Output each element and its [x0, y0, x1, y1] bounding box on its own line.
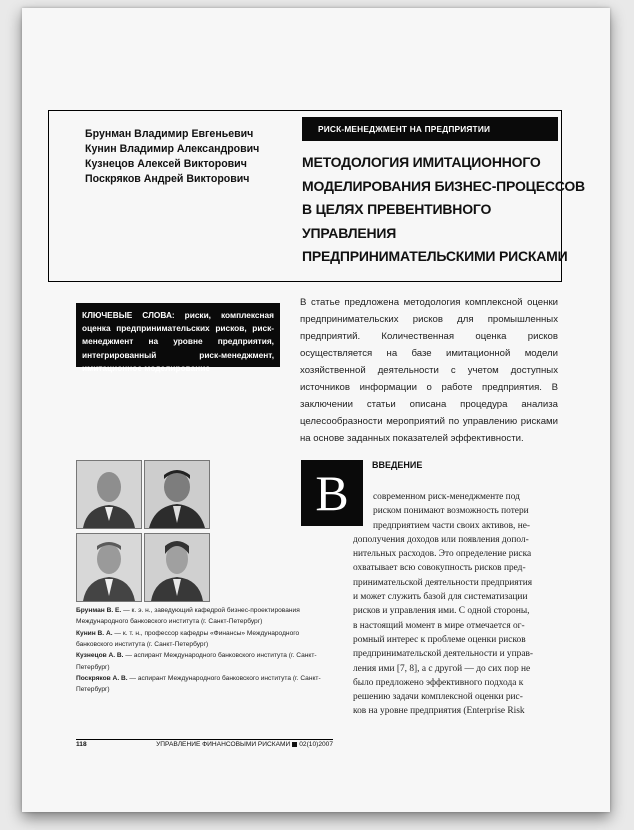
body-line: риском понимают возможность потери [373, 506, 529, 517]
author-name: Поскряков Андрей Викторович [85, 173, 250, 185]
article-title [302, 151, 585, 269]
section-rubric: РИСК-МЕНЕДЖМЕНТ НА ПРЕДПРИЯТИИ [302, 117, 558, 141]
caption [76, 628, 333, 650]
body-line: принимательской деятельности предприятия [353, 577, 533, 588]
author-name: Брунман Владимир Евгеньевич [85, 128, 254, 140]
footer-rule [76, 739, 333, 740]
body-line: в настоящий момент в мире отмечается ог- [353, 620, 525, 631]
body-line: ромный интерес к проблеме оценки рисков [353, 634, 526, 645]
body-line: нительных расходов. Это определение риска [353, 549, 532, 560]
body-text [301, 490, 559, 719]
author-captions [76, 605, 333, 696]
caption-text: — к. э. н., заведующий кафедрой бизнес-проектирования Международного банковского института (г. Санкт-Петербург) [76, 607, 300, 626]
author-name: Кузнецов Алексей Викторович [85, 158, 247, 170]
body-line: было предложено эффективного подхода к [353, 677, 524, 688]
body-line: предпринимательской деятельности и управ- [353, 649, 534, 660]
title-line: В ЦЕЛЯХ ПРЕВЕНТИВНОГО [302, 201, 492, 218]
journal-name: УПРАВЛЕНИЕ ФИНАНСОВЫМИ РИСКАМИ [156, 741, 291, 748]
square-bullet-icon [292, 742, 297, 747]
caption-name: Кузнецов А. В. [76, 652, 124, 660]
caption-name: Брунман В. Е. [76, 607, 122, 614]
caption [76, 605, 333, 627]
section-heading: ВВЕДЕНИЕ [372, 460, 423, 470]
author-name: Кунин Владимир Александрович [85, 143, 260, 155]
title-line: УПРАВЛЕНИЯ [302, 224, 397, 241]
body-line: современном риск-менеджменте под [373, 492, 520, 502]
body-line: охватывает всю совокупность рисков пред- [353, 563, 526, 574]
caption-text: — аспирант Международного банковского института (г. Санкт-Петербург) [76, 675, 321, 694]
author-photos [76, 460, 210, 602]
caption-name: Кунин В. А. [76, 629, 113, 637]
author-photo [144, 533, 210, 602]
body-line: ления ими [7, 8], а с другой — до сих пор не [353, 663, 531, 674]
body-line: и может служить базой для систематизации [353, 592, 528, 603]
caption-name: Поскряков А. В. [76, 675, 128, 683]
title-line: МЕТОДОЛОГИЯ ИМИТАЦИОННОГО [302, 154, 541, 170]
title-line: МОДЕЛИРОВАНИЯ БИЗНЕС-ПРОЦЕССОВ [302, 177, 585, 194]
author-photo [76, 460, 142, 529]
journal-info [156, 741, 333, 748]
page-footer [76, 741, 333, 753]
body-line: предприятием части своих активов, не- [373, 520, 531, 531]
caption [76, 673, 333, 695]
author-photo [76, 533, 142, 602]
drop-cap: В [301, 460, 363, 526]
caption-text: — к. т. н., профессор кафедры «Финансы» Международного банковского института (г. Санкт-Петербург) [76, 629, 300, 648]
caption-text: — аспирант Международного банковского института (г. Санкт-Петербург) [76, 652, 317, 671]
body-line: рисков и управления ими. С одной стороны, [353, 606, 530, 617]
author-photo [144, 460, 210, 529]
body-line: ков на уровне предприятия (Enterprise Risk [353, 706, 525, 717]
keywords-box: КЛЮЧЕВЫЕ СЛОВА: риски, комплексная оценка предпринимательских рисков, риск-менеджмент на уровне предприятия, интегрированный риск-менеджмент, имитационное моделирование [76, 303, 280, 367]
authors-list [85, 127, 285, 187]
issue-number: 02(10)2007 [299, 741, 333, 748]
page-number: 118 [76, 741, 87, 748]
body-line: дополучения доходов или появления допол- [353, 534, 529, 545]
caption [76, 650, 333, 672]
body-line: решению задачи комплексной оценки рис- [353, 692, 523, 703]
abstract: В статье предложена методология комплексной оценки предпринимательских рисков для промышленных предприятий. Количественная оценка рисков осуществляется на базе имитационной модели хозяйственной деятельности с учетом доступных источников информации о работе предприятия. В заключении статьи описана процедура анализа целесообразности мероприятий по управлению рисками на основе заданных показателей эффективности. [300, 297, 558, 444]
title-line: ПРЕДПРИНИМАТЕЛЬСКИМИ РИСКАМИ [302, 248, 568, 265]
